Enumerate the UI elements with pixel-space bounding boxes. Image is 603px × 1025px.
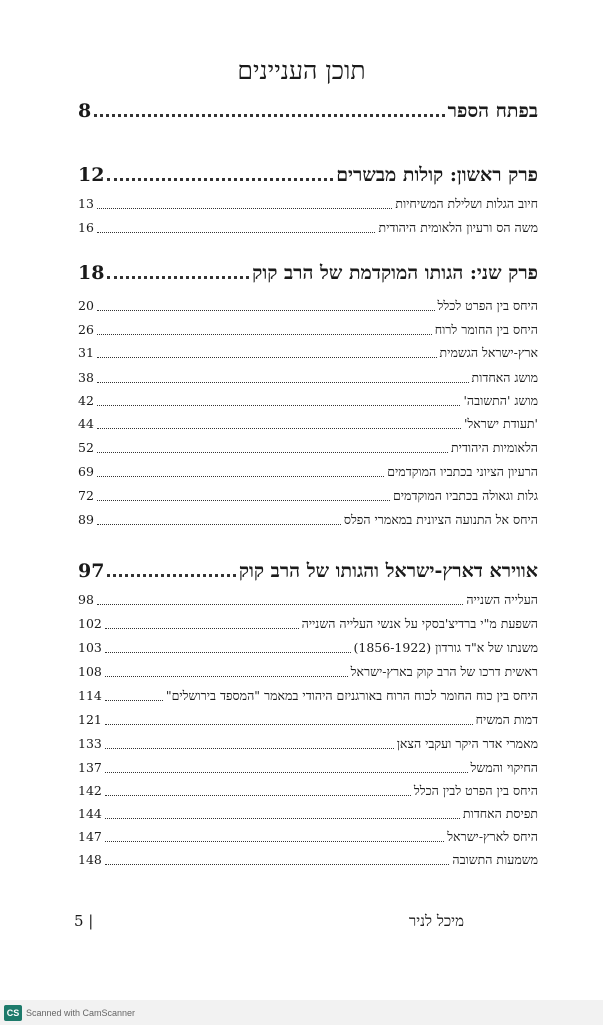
toc-entry-page: 142 (78, 783, 102, 798)
toc-entry-title: תפיסת האחדות (462, 806, 538, 821)
toc-entry (78, 488, 538, 504)
toc-entry-title: היחס בין הפרט לבין הכלל (413, 783, 538, 798)
dot-leader (107, 276, 249, 279)
toc-entry (78, 298, 538, 314)
toc-entry-title: היחס אל התנועה הציונית במאמרי הפלס (343, 512, 538, 527)
toc-entry-page: 72 (78, 488, 94, 503)
dot-leader (105, 628, 299, 629)
dot-leader (105, 700, 163, 701)
scanner-watermark-text: Scanned with CamScanner (26, 1007, 136, 1018)
toc-entry-page: 108 (78, 664, 102, 679)
dot-leader (105, 818, 460, 819)
dot-leader (107, 178, 333, 181)
toc-entry-title: משמעות התשובה (452, 852, 538, 867)
toc-entry-page: 147 (78, 829, 102, 844)
toc-entry-title: משנתו של א"ד גורדון (1856-1922) (353, 640, 538, 655)
toc-entry (78, 345, 538, 361)
footer-page-number: 5 | (74, 912, 94, 930)
dot-leader (105, 772, 468, 773)
toc-entry-title: פרק ראשון: קולות מבשרים (336, 164, 538, 186)
toc-entry-page: 31 (78, 345, 94, 360)
scanner-watermark-bar (0, 1000, 603, 1025)
page-title: תוכן העניינים (237, 56, 366, 85)
toc-entry-page: 97 (78, 560, 105, 582)
toc-entry-title: החיקוי והמשל (470, 760, 538, 775)
toc-entry-page: 114 (78, 688, 102, 703)
toc-entry-page: 8 (78, 100, 92, 122)
toc-entry-title: פרק שני: הגותו המוקדמת של הרב קוק (252, 262, 538, 284)
toc-entry (78, 852, 538, 868)
toc-entry-page: 69 (78, 464, 94, 479)
toc-entry (78, 164, 538, 187)
dot-leader (105, 652, 351, 653)
toc-entry-title: ראשית דרכו של הרב קוק בארץ-ישראל (350, 664, 538, 679)
toc-entry-page: 98 (78, 592, 94, 607)
toc-entry-page: 121 (78, 712, 102, 727)
dot-leader (97, 476, 384, 477)
toc-entry-page: 38 (78, 370, 94, 385)
toc-entry-page: 13 (78, 196, 94, 211)
dot-leader (105, 676, 348, 677)
toc-entry-title: ארץ-ישראל הגשמית (439, 345, 538, 360)
dot-leader (97, 334, 432, 335)
toc-entry (78, 440, 538, 456)
toc-entry-title: דמות המשיח (475, 712, 538, 727)
toc-entry (78, 640, 538, 656)
toc-entry-page: 89 (78, 512, 94, 527)
toc-entry-page: 16 (78, 220, 94, 235)
toc-entry (78, 100, 538, 123)
toc-entry (78, 464, 538, 480)
dot-leader (97, 604, 463, 605)
footer-author: מיכל לניר (408, 912, 464, 930)
dot-leader (97, 357, 437, 358)
dot-leader (105, 841, 444, 842)
toc-entry-title: גלות וגאולה בכתביו המוקדמים (392, 488, 538, 503)
toc-entry-title: חיוב הגלות ושלילת המשיחיות (395, 196, 538, 211)
toc-entry (78, 393, 538, 409)
page-footer (74, 912, 464, 931)
toc-entry-page: 52 (78, 440, 94, 455)
toc-entry-title: הלאומיות היהודית (451, 440, 538, 455)
toc-entry (78, 616, 538, 632)
toc-entry-page: 26 (78, 322, 94, 337)
dot-leader (105, 795, 411, 796)
dot-leader (97, 382, 469, 383)
toc-entry-page: 18 (78, 262, 105, 284)
toc-entry-page: 12 (78, 164, 105, 186)
toc-entry-title: בפתח הספר (447, 100, 538, 122)
camscanner-logo-icon: CS (4, 1005, 22, 1021)
toc-entry-page: 103 (78, 640, 102, 655)
toc-entry-page: 148 (78, 852, 102, 867)
toc-entry-page: 102 (78, 616, 102, 631)
toc-entry-title: היחס בין החומר לרוח (434, 322, 538, 337)
dot-leader (97, 208, 392, 209)
toc-entry-title: הרעיון הציוני בכתביו המוקדמים (387, 464, 538, 479)
toc-entry-title: אווירא דארץ-ישראל והגותו של הרב קוק (238, 560, 538, 582)
toc-entry-page: 42 (78, 393, 94, 408)
toc-entry (78, 736, 538, 752)
toc-entry (78, 370, 538, 386)
toc-entry-page: 137 (78, 760, 102, 775)
toc-entry (78, 220, 538, 236)
toc-entry-title: מושג האחדות (471, 370, 538, 385)
toc-entry (78, 416, 538, 432)
toc-entry (78, 688, 538, 704)
dot-leader (94, 114, 444, 117)
toc-entry (78, 806, 538, 822)
toc-entry-page: 144 (78, 806, 102, 821)
dot-leader (105, 724, 473, 725)
toc-entry (78, 592, 538, 608)
dot-leader (97, 310, 435, 311)
dot-leader (105, 864, 450, 865)
toc-entry-title: היחס בין כוח החומר לכוח הרוח באורגניזם היהודי במאמר "המספד בירושלים" (165, 688, 538, 703)
toc-entry-title: היחס לארץ-ישראל (447, 829, 538, 844)
toc-entry-title: העלייה השנייה (466, 592, 538, 607)
toc-entry (78, 196, 538, 212)
dot-leader (97, 452, 448, 453)
dot-leader (97, 524, 341, 525)
toc-entry (78, 712, 538, 728)
toc-entry (78, 829, 538, 845)
toc-entry-page: 20 (78, 298, 94, 313)
toc-entry (78, 262, 538, 285)
toc-entry-title: השפעת מ"י ברדיצ'בסקי על אנשי העלייה השנייה (301, 616, 538, 631)
toc-entry-title: היחס בין הפרט לכלל (437, 298, 538, 313)
toc-entry-title: מושג 'התשובה' (463, 393, 538, 408)
toc-entry-title: 'תעודת ישראל' (464, 416, 538, 431)
toc-entry (78, 322, 538, 338)
toc-entry-page: 44 (78, 416, 94, 431)
toc-entry (78, 560, 538, 583)
dot-leader (107, 574, 235, 577)
dot-leader (97, 405, 461, 406)
toc-entry-title: משה הס ורעיון הלאומית היהודית (378, 220, 538, 235)
toc-entry (78, 783, 538, 799)
dot-leader (105, 748, 394, 749)
toc-entry-title: מאמרי אדר היקר ועקבי הצאן (396, 736, 538, 751)
toc-entry-page: 133 (78, 736, 102, 751)
toc-entry (78, 760, 538, 776)
dot-leader (97, 500, 390, 501)
toc-entry (78, 512, 538, 528)
dot-leader (97, 232, 376, 233)
dot-leader (97, 428, 461, 429)
toc-entry (78, 664, 538, 680)
